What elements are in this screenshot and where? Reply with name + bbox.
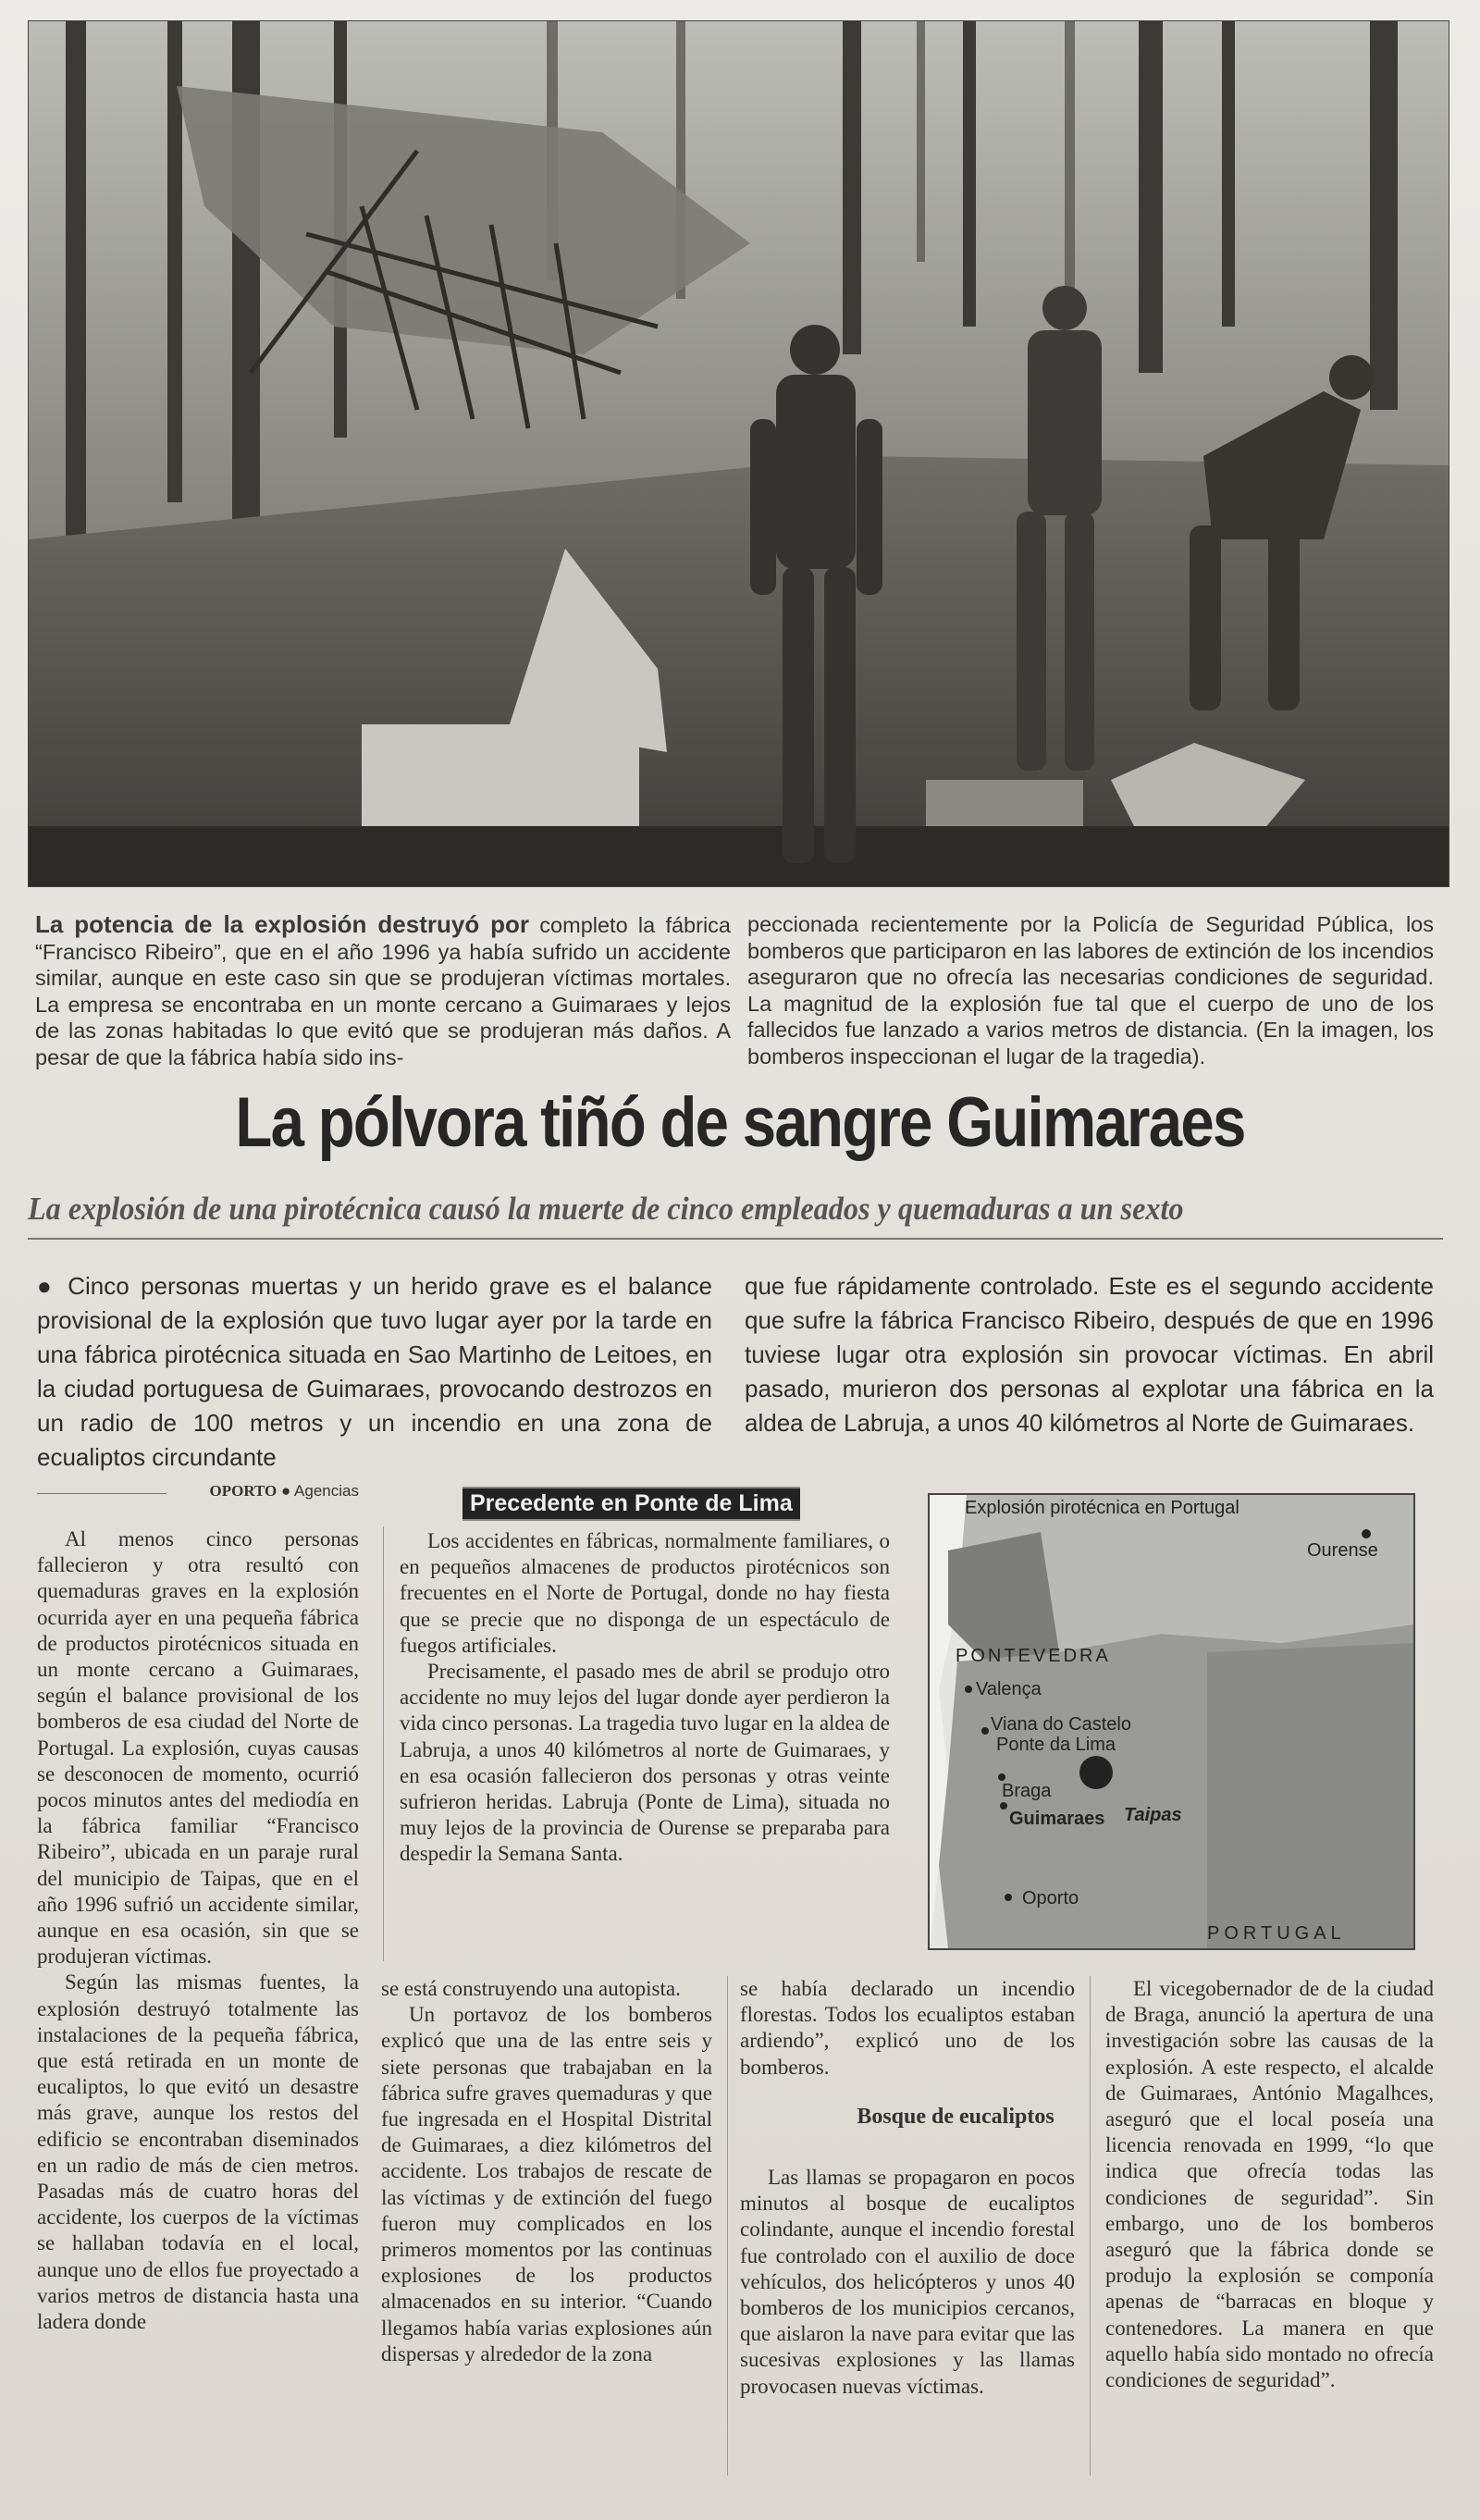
caption-text-1: completo la fábrica “Francisco Ribeiro”, que en el año 1996 ya había sufrido un accidente similar, aunque en este caso sin que se produjeran víctimas mortales. La empresa se encontraba en un monte cercano a Guimaraes y lejos de las zonas habitadas lo que evitó que se produjeran más daños. A pesar de que la fábrica había sido ins-: [35, 913, 731, 1069]
map-label-pontevedra: PONTEVEDRA: [956, 1646, 1111, 1666]
lead-paragraph-1: ● Cinco personas muertas y un herido grave es el balance provisional de la explosión que tuvo lugar ayer por la tarde en una fábrica pirotécnica situada en Sao Martinho de Leitoes, en la ciudad portuguesa de Guimaraes, provocando destrozos en un radio de 100 metros y un incendio en una zona de ecualiptos circundante: [37, 1272, 712, 1471]
city-marker: [998, 1773, 1005, 1781]
column-rule: [727, 1976, 728, 2476]
paragraph: se está construyendo una autopista.: [381, 1977, 681, 2000]
subheadline: La explosión de una pirotécnica causó la muerte de cinco empleados y quemaduras a un sexto: [28, 1191, 1184, 1227]
map-label-oporto: Oporto: [1022, 1888, 1079, 1909]
paragraph: Precisamente, el pasado mes de abril se produjo otro accidente no muy lejos del lugar donde ayer perdieron la vida cinco personas. La tragedia tuvo lugar en la aldea de Labruja, a unos 40 kilómetros al norte de Guimaraes, y en esa ocasión fallecieron dos personas y otras veinte sufrieron heridas. Labruja (Ponte de Lima), situada no muy lejos de la provincia de Ourense se preparaba para despedir la Semana Santa.: [400, 1660, 890, 1866]
paragraph: se había declarado un incendio florestas. Todos los ecualiptos estaban ardiendo”, explicó uno de los bomberos.: [740, 1977, 1075, 2079]
paragraph: Según las mismas fuentes, la explosión destruyó totalmente las instalaciones de la pequeña fábrica, que está retirada en un monte de eucaliptos, lo que evitó un desastre más grave, aunque los restos del edificio se encontraban diseminados en un radio de más de cien metros. Pasadas más de cuatro horas del accidente, los cuerpos de la víctimas se hallaban todavía en el local, aunque uno de ellos fue proyectado a varios metros de distancia hasta una ladera donde: [37, 1970, 359, 2334]
city-marker: [965, 1686, 972, 1693]
article-column-4: [1105, 1976, 1434, 2393]
article-column-1: [37, 1526, 359, 2335]
paragraph: El vicegobernador de de la ciudad de Braga, anunció la apertura de una investigación sobre las causas de la explosión. A este respecto, el alcalde de Guimaraes, António Magalhces, aseguró que el local poseía una licencia renovada en 1999, “lo que indica que ofrecía todas las condiciones de seguridad”. Sin embargo, uno de los bomberos aseguró que la fábrica donde se produjo la explosión se componía apenas de “barracas en bloque y contenedores. La manera en que aquello había sido montado no ofrecía condiciones de seguridad”.: [1105, 1977, 1434, 2392]
city-marker: [1005, 1894, 1012, 1901]
byline-city: OPORTO: [209, 1482, 278, 1500]
headline: La pólvora tiñó de sangre Guimaraes: [235, 1083, 1245, 1162]
paragraph: Al menos cinco personas fallecieron y otra resultó con quemaduras graves en la explosión ocurrida ayer en una pequeña fábrica de productos pirotécnicos situada en un monte cercano a Guimaraes, según el balance provisional de los bomberos de esa ciudad del Norte de Portugal. La explosión, cuyas causas se desconocen de momento, ocurrió pocos minutos antes del mediodía en la fábrica familiar “Francisco Ribeiro”, ubicada en un paraje rural del municipio de Taipas, que en el año 1996 sufrió un accidente similar, aunque en esa ocasión, sin que se produjeran víctimas.: [37, 1527, 359, 1969]
article-column-3b: [740, 2165, 1075, 2400]
photo-caption-col2: [747, 911, 1434, 1069]
map-label-valenca: Valença: [976, 1679, 1042, 1699]
map-label-ourense: Ourense: [1307, 1540, 1378, 1561]
lead-paragraph-2: que fue rápidamente controlado. Este es el segundo accidente que sufre la fábrica Francisco Ribeiro, después de que en 1996 tuviese lugar otra explosión sin provocar víctimas. En abril pasado, murieron dos personas al explotar una fábrica en la aldea de Labruja, a unos 40 kilómetros al Norte de Guimaraes.: [745, 1272, 1434, 1437]
paragraph: Las llamas se propagaron en pocos minutos al bosque de eucaliptos colindante, aunque el incendio forestal fue controlado con el auxilio de doce vehículos, dos helicópteros y unos 40 bomberos de los municipios cercanos, que aislaron la nave para evitar que las sucesivas explosiones y las llamas provocasen nuevas víctimas.: [740, 2166, 1075, 2398]
caption-text-2: peccionada recientemente por la Policía de Seguridad Pública, los bomberos que participaron en las labores de extinción de los incendios aseguraron que no ofrecía las necesarias condiciones de seguridad. La magnitud de la explosión fue tal que el cuerpo de uno de los fallecidos fue lanzado a varios metros de distancia. (En la imagen, los bomberos inspeccionan el lugar de la tragedia).: [747, 912, 1434, 1069]
article-column-2: [381, 1976, 712, 2367]
paragraph: Los accidentes en fábricas, normalmente familiares, o en pequeños almacenes de productos pirotécnicos son frecuentes en el Norte de Portugal, donde no hay fiesta que se precie que no disponga de un espectáculo de fuegos artificiales.: [400, 1529, 890, 1657]
map-label-taipas: Taipas: [1124, 1805, 1182, 1825]
explosion-marker: [1079, 1756, 1113, 1789]
city-marker: [1362, 1529, 1371, 1538]
sidebar-title: Precedente en Ponte de Lima: [462, 1487, 800, 1521]
sidebar-text: [400, 1528, 890, 1868]
byline: [37, 1482, 359, 1501]
map-title: Explosión pirotécnica en Portugal: [965, 1498, 1240, 1518]
paragraph: Un portavoz de los bomberos explicó que una de las entre seis y siete personas que trabajaban en la fábrica sufre graves quemaduras y que fue ingresada en el Hospital Distrital de Guimaraes, a diez kilómetros del accidente. Los trabajos de rescate de las víctimas y de extinción del fuego fueron muy complicados en los primeros momentos por las continuas explosiones de los productos almacenados en su interior. “Cuando llegamos había varias explosiones aún dispersas y alrededor de la zona: [381, 2003, 712, 2366]
photo-firefighters-ruins-icon: [29, 21, 1449, 886]
city-marker: [981, 1727, 989, 1735]
column-rule: [383, 1526, 384, 1961]
location-map: [928, 1493, 1415, 1950]
map-label-guimaraes: Guimaraes: [1009, 1809, 1105, 1829]
map-label-braga: Braga: [1002, 1781, 1052, 1801]
map-label-viana: Viana do Castelo: [991, 1714, 1131, 1735]
map-label-portugal: PORTUGAL: [1207, 1923, 1346, 1944]
byline-source: ● Agencias: [281, 1482, 359, 1500]
news-photo: [28, 20, 1449, 887]
article-column-3: [740, 1976, 1075, 2081]
column-rule: [1090, 1976, 1091, 2476]
photo-caption-col1: [35, 911, 731, 1070]
section-subtitle: Bosque de eucaliptos: [857, 2105, 1054, 2129]
map-graphic: [930, 1495, 1413, 1948]
map-label-ponte-lima: Ponte da Lima: [996, 1735, 1116, 1755]
caption-lead: La potencia de la explosión destruyó por: [35, 910, 530, 938]
city-marker: [1000, 1802, 1007, 1810]
divider: [28, 1238, 1443, 1240]
